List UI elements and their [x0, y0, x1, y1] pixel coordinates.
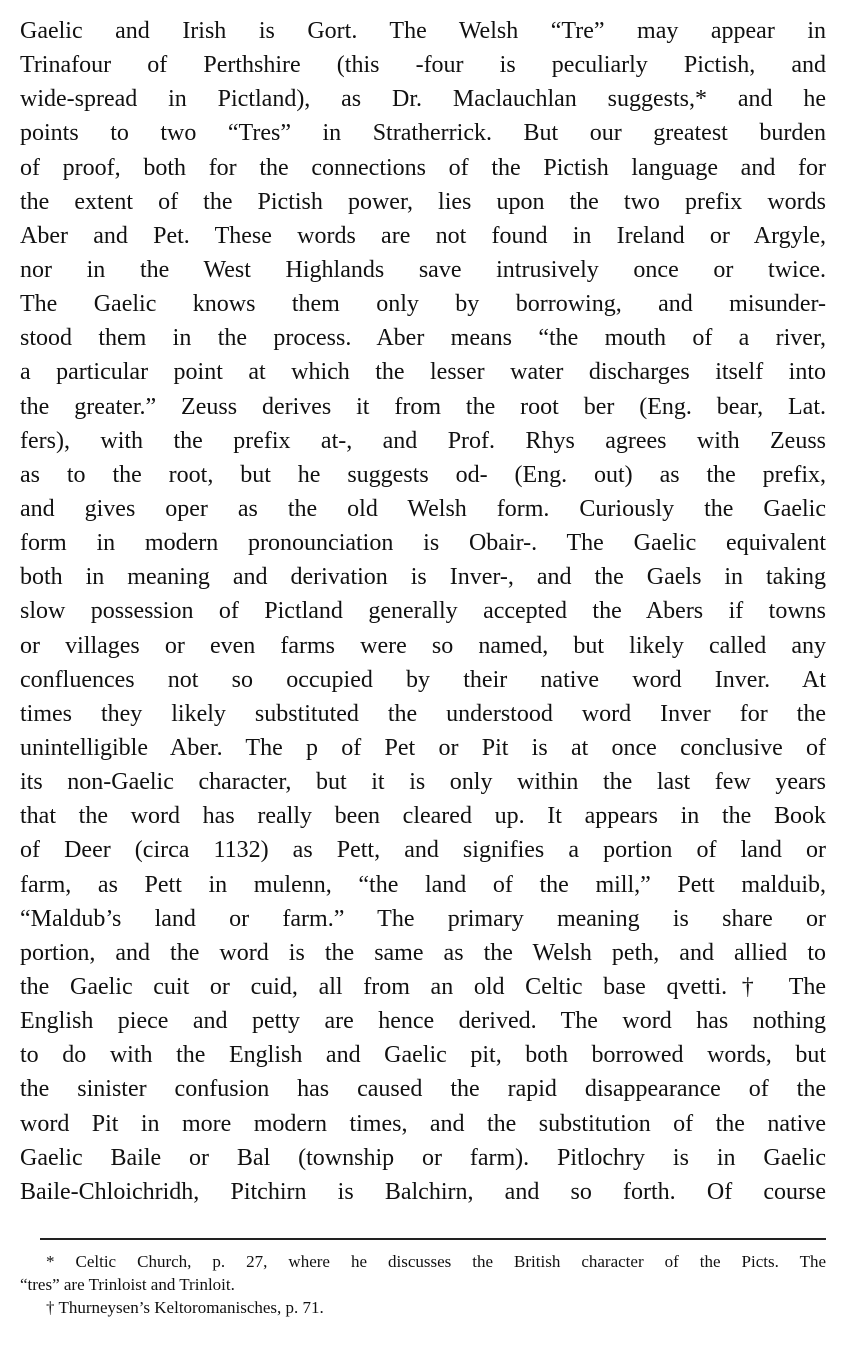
text-line: “Maldub’s land or farm.” The primary meaning is share or	[20, 905, 826, 932]
text-line: to do with the English and Gaelic pit, both borrowed words, but	[20, 1042, 826, 1069]
text-line: slow possession of Pictland generally accepted the Abers if towns	[20, 598, 826, 625]
text-line: a particular point at which the lesser water discharges itself into	[20, 359, 826, 386]
text-line: word Pit in more modern times, and the substitution of the native	[20, 1110, 826, 1137]
text-line: Baile-Chloichridh, Pitchirn is Balchirn, and so forth. Of course	[20, 1178, 826, 1205]
text-line: fers), with the prefix at-, and Prof. Rhys agrees with Zeuss	[20, 427, 826, 454]
text-line: the sinister confusion has caused the rapid disappearance of the	[20, 1076, 826, 1103]
text-line: and gives oper as the old Welsh form. Curiously the Gaelic	[20, 495, 826, 522]
text-line: portion, and the word is the same as the Welsh peth, and allied to	[20, 939, 826, 966]
text-line: its non-Gaelic character, but it is only within the last few years	[20, 769, 826, 796]
text-line: English piece and petty are hence derived. The word has nothing	[20, 1008, 826, 1035]
text-line: form in modern pronounciation is Obair-. The Gaelic equivalent	[20, 530, 826, 557]
text-line: both in meaning and derivation is Inver-, and the Gaels in taking	[20, 564, 826, 591]
text-line: or villages or even farms were so named, but likely called any	[20, 632, 826, 659]
text-line: times they likely substituted the understood word Inver for the	[20, 700, 826, 727]
footnote-line: “tres” are Trinloist and Trinloit.	[20, 1275, 235, 1294]
text-line: the Gaelic cuit or cuid, all from an old Celtic base qvetti.† The	[20, 973, 826, 1000]
text-line: points to two “Tres” in Stratherrick. But our greatest burden	[20, 120, 826, 147]
text-line: The Gaelic knows them only by borrowing, and misunder-	[20, 291, 826, 318]
body-paragraph	[20, 14, 826, 1209]
text-line: Gaelic Baile or Bal (township or farm). Pitlochry is in Gaelic	[20, 1144, 826, 1171]
text-line: stood them in the process. Aber means “the mouth of a river,	[20, 325, 826, 352]
text-line: that the word has really been cleared up. It appears in the Book	[20, 803, 826, 830]
text-line: nor in the West Highlands save intrusively once or twice.	[20, 256, 826, 283]
text-line: Aber and Pet. These words are not found in Ireland or Argyle,	[20, 222, 826, 249]
text-line: the greater.” Zeuss derives it from the root ber (Eng. bear, Lat.	[20, 393, 826, 420]
text-line: of proof, both for the connections of the Pictish language and for	[20, 154, 826, 181]
text-line: of Deer (circa 1132) as Pett, and signifies a portion of land or	[20, 837, 826, 864]
footnote-divider	[40, 1238, 826, 1240]
text-line: the extent of the Pictish power, lies upon the two prefix words	[20, 188, 826, 215]
text-line: Trinafour of Perthshire (this -four is peculiarly Pictish, and	[20, 52, 826, 79]
text-line: wide-spread in Pictland), as Dr. Maclauchlan suggests,* and he	[20, 86, 826, 113]
footnote-line: † Thurneysen’s Keltoromanisches, p. 71.	[46, 1298, 324, 1317]
text-line: unintelligible Aber. The p of Pet or Pit is at once conclusive of	[20, 734, 826, 761]
text-line: confluences not so occupied by their native word Inver. At	[20, 666, 826, 693]
text-line: farm, as Pett in mulenn, “the land of the mill,” Pett malduib,	[20, 871, 826, 898]
page-body	[20, 14, 826, 1209]
footnotes	[20, 1250, 826, 1319]
footnote-line: * Celtic Church, p. 27, where he discusses the British character of the Picts. The	[46, 1252, 826, 1271]
text-line: Gaelic and Irish is Gort. The Welsh “Tre” may appear in	[20, 18, 826, 44]
text-line: as to the root, but he suggests od- (Eng. out) as the prefix,	[20, 461, 826, 488]
